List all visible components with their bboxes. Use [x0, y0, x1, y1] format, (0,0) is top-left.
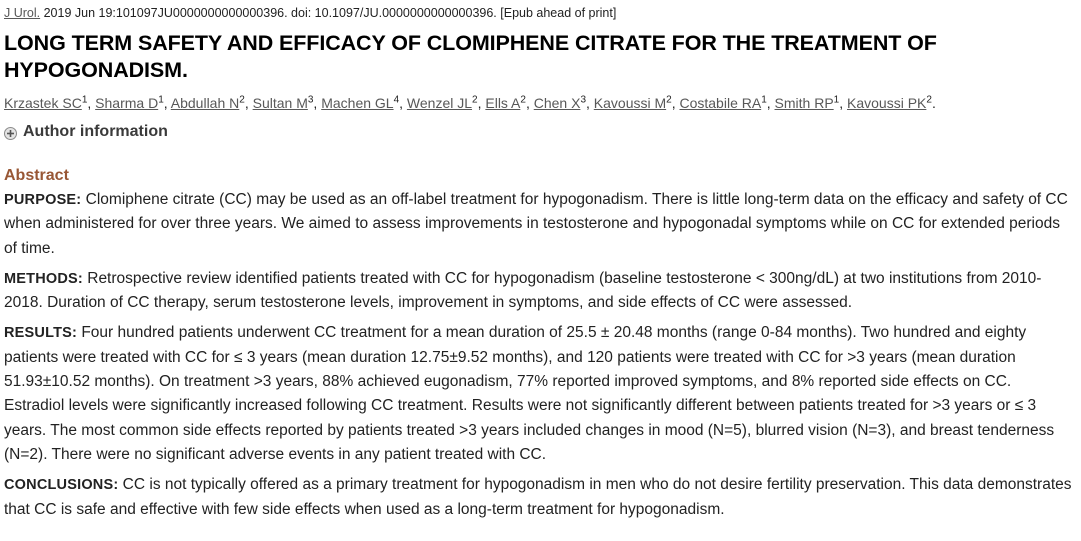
author-link[interactable]: Kavoussi M — [593, 95, 667, 111]
author-link[interactable]: Costabile RA — [679, 95, 762, 111]
section-label: PURPOSE: — [4, 192, 82, 208]
author-link[interactable]: Chen X — [533, 95, 581, 111]
author-affiliation: 1 — [761, 94, 767, 106]
author-affiliation: 3 — [580, 94, 586, 106]
author-link[interactable]: Machen GL — [321, 95, 394, 111]
author-link[interactable]: Sharma D — [95, 95, 159, 111]
author-affiliation: 2 — [926, 94, 932, 106]
author-list: Krzastek $SC^1$, Sharma $D^1$, Abdullah $N^2$, Sultan $M^3$, Machen $GL^4$, Wenzel $JL^2$, Ells $A^2$, Chen $X^3$, Kavoussi $M^2$, Costabile $RA^1$, Smith $RP^1$, Kavoussi $PK^2$. — [4, 94, 936, 111]
section-label: RESULTS: — [4, 325, 78, 342]
author-link[interactable]: Kavoussi PK — [847, 95, 927, 111]
author-information-toggle[interactable] — [4, 122, 1075, 142]
abstract-results — [4, 321, 1075, 467]
author-link[interactable]: Ells A — [485, 95, 521, 111]
abstract-methods — [4, 267, 1075, 316]
section-label: CONCLUSIONS: — [4, 477, 119, 494]
abstract-conclusions — [4, 473, 1075, 522]
author-affiliation: 2 — [666, 94, 672, 106]
author-link[interactable]: Sultan M — [252, 95, 308, 111]
author-link[interactable]: Wenzel JL — [406, 95, 473, 111]
author-information-label[interactable]: Author information — [23, 123, 168, 140]
author-affiliation: 1 — [833, 94, 840, 106]
section-text: Retrospective review identified patients treated with CC for hypogonadism (baseline testosterone < 300ng/dL) at two institutions from 2010-2018. Duration of CC therapy, serum testosterone levels, improvement in symptoms, and side effects of CC were assessed. — [4, 269, 1042, 312]
abstract-heading: Abstract — [4, 167, 69, 184]
author-link[interactable]: Smith RP — [774, 95, 834, 111]
author-link[interactable]: Krzastek SC — [4, 95, 82, 111]
author-affiliation: 2 — [520, 94, 526, 106]
section-label: METHODS: — [4, 270, 83, 287]
author-affiliation: 1 — [158, 94, 164, 106]
plus-circle-icon[interactable] — [4, 126, 17, 139]
author-affiliation: 2 — [472, 94, 478, 106]
author-affiliation: 1 — [81, 94, 88, 106]
author-affiliation: 3 — [307, 94, 314, 106]
section-text: Four hundred patients underwent CC treatment for a mean duration of 25.5 ± 20.48 months (range 0-84 months). Two hundred and eighty patients were treated with CC for ≤ 3 years (mean duration 12.75±9.52 months), and 120 patients were treated with CC for >3 years (mean duration 51.93±10.52 months). On treatment >3 years, 88% achieved eugonadism, 77% reported improved symptoms, and 8% reported side effects on CC. Estradiol levels were significantly increased following CC treatment. Results were not significantly different between patients treated for >3 years or ≤ 3 years. The most common side effects reported by patients treated >3 years included changes in mood (N=5), blurred vision (N=3), and breast tenderness (N=2). There were no significant adverse events in any patient treated with CC. — [4, 324, 1055, 463]
section-text: Clomiphene citrate (CC) may be used as an off-label treatment for hypogonadism. There is little long-term data on the efficacy and safety of CC when administered for over three years. We aimed to assess improvements in testosterone and hypogonadal symptoms while on CC for extended periods of time. — [4, 191, 1068, 257]
journal-link[interactable]: J Urol. — [4, 6, 41, 20]
abstract-purpose — [4, 188, 1075, 261]
article-title: LONG TERM SAFETY AND EFFICACY OF CLOMIPHENE CITRATE FOR THE TREATMENT OF HYPOGONADISM. — [4, 31, 937, 82]
author-link[interactable]: Abdullah N — [170, 95, 240, 111]
citation-line — [4, 4, 1075, 22]
citation-details: 2019 Jun 19:101097JU0000000000000396. doi: 10.1097/JU.0000000000000396. [Epub ahead of print] — [40, 6, 617, 20]
section-text: CC is not typically offered as a primary treatment for hypogonadism in men who do not desire fertility preservation. This data demonstrates that CC is safe and effective with few side effects when used as a long-term treatment for hypogonadism. — [4, 476, 1072, 518]
author-affiliation: 2 — [239, 94, 245, 106]
author-affiliation: 4 — [393, 94, 400, 106]
